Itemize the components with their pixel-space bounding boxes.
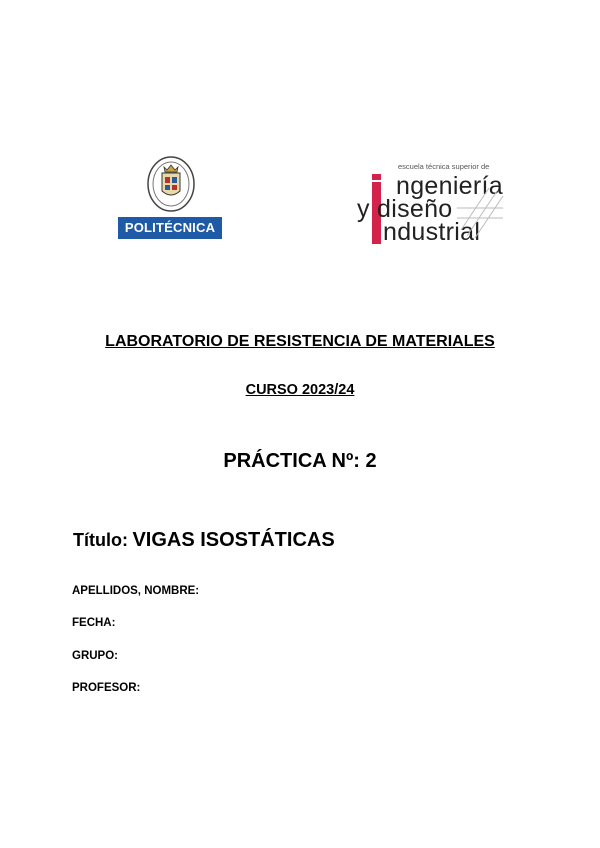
etsidi-line-2: y diseño — [357, 195, 453, 223]
course-heading: CURSO 2023/24 — [245, 382, 355, 398]
field-name-label: APELLIDOS, NOMBRE: — [72, 585, 200, 597]
etsidi-red-dot — [372, 174, 381, 180]
hatch-pattern-icon — [457, 186, 505, 242]
document-title — [73, 529, 335, 552]
practice-number: PRÁCTICA Nº: 2 — [223, 450, 377, 472]
field-group-label: GRUPO: — [72, 650, 118, 662]
etsidi-school-text: escuela técnica superior de — [398, 162, 490, 171]
upm-logo — [118, 155, 224, 241]
title-label: Título: — [73, 530, 128, 550]
field-professor-label: PROFESOR: — [72, 682, 141, 694]
laboratory-heading: LABORATORIO DE RESISTENCIA DE MATERIALES — [105, 333, 495, 350]
title-value: VIGAS ISOSTÁTICAS — [132, 529, 335, 551]
etsidi-line-1: ngeniería — [396, 172, 503, 200]
upm-name-banner: POLITÉCNICA — [118, 217, 222, 239]
upm-seal-icon — [147, 155, 195, 213]
etsidi-line-3: ndustrial — [383, 218, 481, 246]
etsidi-logo — [345, 160, 515, 250]
field-date-label: FECHA: — [72, 617, 116, 629]
